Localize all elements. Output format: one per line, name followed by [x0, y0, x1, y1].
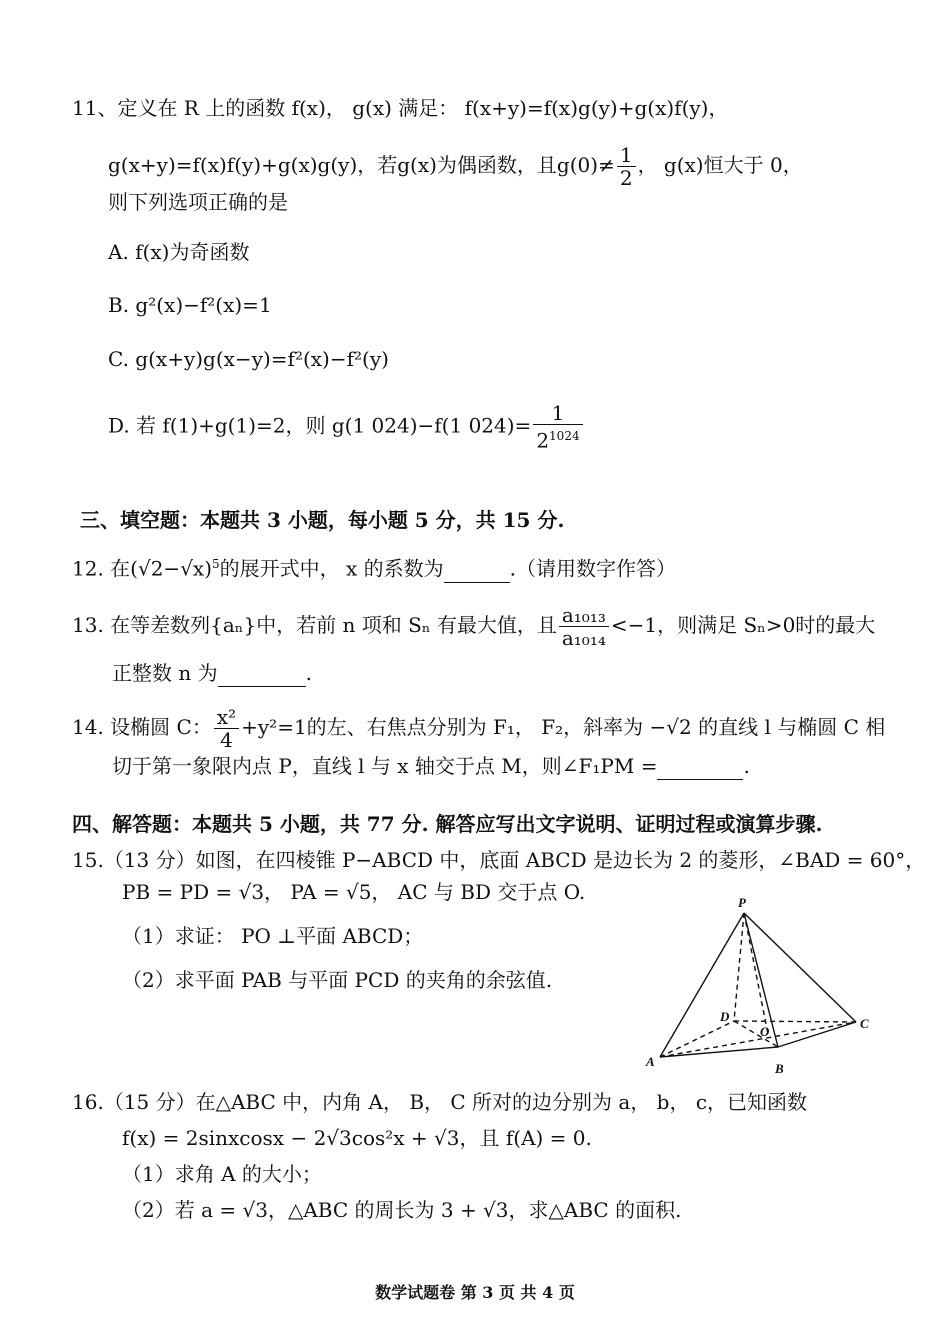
q15-part1: （1）求证： PO ⊥平面 ABCD； [122, 924, 424, 948]
pyramid-figure [630, 890, 890, 1080]
edge-PD [734, 913, 744, 1021]
section3-heading: 三、填空题：本题共 3 小题，每小题 5 分，共 15 分. [80, 508, 565, 532]
q13-b: <−1，则满足 Sₙ>0时的最大 [610, 613, 876, 637]
q11-option-b: B. g²(x)−f²(x)=1 [108, 293, 272, 317]
q13-answer-blank [218, 666, 306, 687]
q11-option-d [108, 402, 585, 452]
section4-heading: 四、解答题：本题共 5 小题，共 77 分. 解答应写出文字说明、证明过程或演算步骤. [72, 812, 823, 836]
q11-line2 [108, 144, 803, 189]
q12-c: .（请用数字作答） [509, 556, 677, 581]
q14-line1 [72, 706, 885, 751]
q14-c: 切于第一象限内点 P，直线 l 与 x 轴交于点 M，则∠F₁PM = [112, 754, 658, 778]
q11-line2-tail: ， g(x)恒大于 0， [637, 153, 803, 177]
q12-answer-blank [444, 562, 510, 583]
edge-PO [744, 913, 768, 1034]
q13-fraction [559, 604, 609, 649]
q13-den: a₁₀₁₄ [561, 626, 606, 650]
q14-b: +y²=1的左、右焦点分别为 F₁， F₂，斜率为 −√2 的直线 l 与椭圆 C 相 [241, 715, 886, 739]
q16-line1: 16.（15 分）在△ABC 中，内角 A， B， C 所对的边分别为 a， b， c，已知函数 [72, 1090, 808, 1114]
q13-d: . [305, 661, 312, 685]
q12-exp: 5 [212, 557, 220, 571]
label-D: D [720, 1009, 730, 1024]
page-footer: 数学试题卷 第 3 页 共 4 页 [375, 1283, 575, 1302]
q11-option-a: A. f(x)为奇函数 [108, 240, 250, 264]
q14-num: x² [214, 706, 239, 729]
q11-line1: 11、定义在 R 上的函数 f(x)， g(x) 满足： f(x+y)=f(x)g(y)+g(x)f(y)， [72, 96, 729, 120]
label-C: C [860, 1016, 869, 1031]
q12 [72, 550, 676, 583]
label-O: O [760, 1024, 770, 1039]
label-B: B [775, 1061, 784, 1076]
q15-line1: 15.（13 分）如图，在四棱锥 P−ABCD 中，底面 ABCD 是边长为 2 的菱形，∠BAD = 60°， [72, 848, 926, 872]
q14-line2 [112, 752, 750, 780]
q13-num: a₁₀₁₃ [559, 604, 609, 627]
q13-a: 13. 在等差数列{aₙ}中，若前 n 项和 Sₙ 有最大值，且 [72, 613, 557, 637]
q11-option-d-fraction [533, 402, 582, 452]
q11-option-d-den [533, 425, 582, 452]
q14-a: 14. 设椭圆 C： [72, 715, 212, 739]
label-P: P [738, 895, 746, 910]
q14-fraction [214, 706, 239, 751]
edge-PC [744, 913, 856, 1022]
q16-part1: （1）求角 A 的大小； [122, 1162, 322, 1186]
label-A: A [646, 1054, 655, 1069]
edge-DC [734, 1021, 856, 1022]
q14-d: . [743, 754, 750, 778]
edge-BC [778, 1022, 856, 1047]
q11-line3: 则下列选项正确的是 [108, 190, 288, 214]
q11-fraction-num: 1 [617, 144, 636, 167]
diag-AC [660, 1022, 856, 1057]
q11-fraction-den: 2 [619, 166, 633, 190]
q14-den: 4 [220, 728, 233, 752]
q11-option-d-den-base: 2 [536, 428, 550, 453]
q11-option-d-num: 1 [533, 402, 582, 425]
q11-fraction [617, 144, 636, 189]
q16-part2: （2）若 a = √3，△ABC 的周长为 3 + √3，求△ABC 的面积. [122, 1198, 682, 1222]
q11-option-c: C. g(x+y)g(x−y)=f²(x)−f²(y) [108, 347, 389, 371]
q14-answer-blank [657, 759, 743, 780]
q11-option-d-text: D. 若 f(1)+g(1)=2，则 g(1 024)−f(1 024)= [108, 413, 532, 438]
q11-line2-text: g(x+y)=f(x)f(y)+g(x)g(y)，若g(x)为偶函数，且g(0)≠ [108, 153, 615, 177]
q13-c: 正整数 n 为 [112, 661, 218, 685]
edge-PA [660, 913, 744, 1057]
q15-line2: PB = PD = √3， PA = √5， AC 与 BD 交于点 O. [122, 880, 586, 904]
q12-a: 12. 在(√2−√x) [72, 556, 213, 581]
q15-part2: （2）求平面 PAB 与平面 PCD 的夹角的余弦值. [122, 968, 553, 992]
q13-line2 [112, 659, 312, 687]
q11-option-d-den-exp: 1024 [549, 429, 580, 443]
q16-line2: f(x) = 2sinxcosx − 2√3cos²x + √3，且 f(A) = 0. [122, 1126, 592, 1150]
q13-line1 [72, 604, 875, 649]
q12-b: 的展开式中， x 的系数为 [219, 556, 444, 581]
